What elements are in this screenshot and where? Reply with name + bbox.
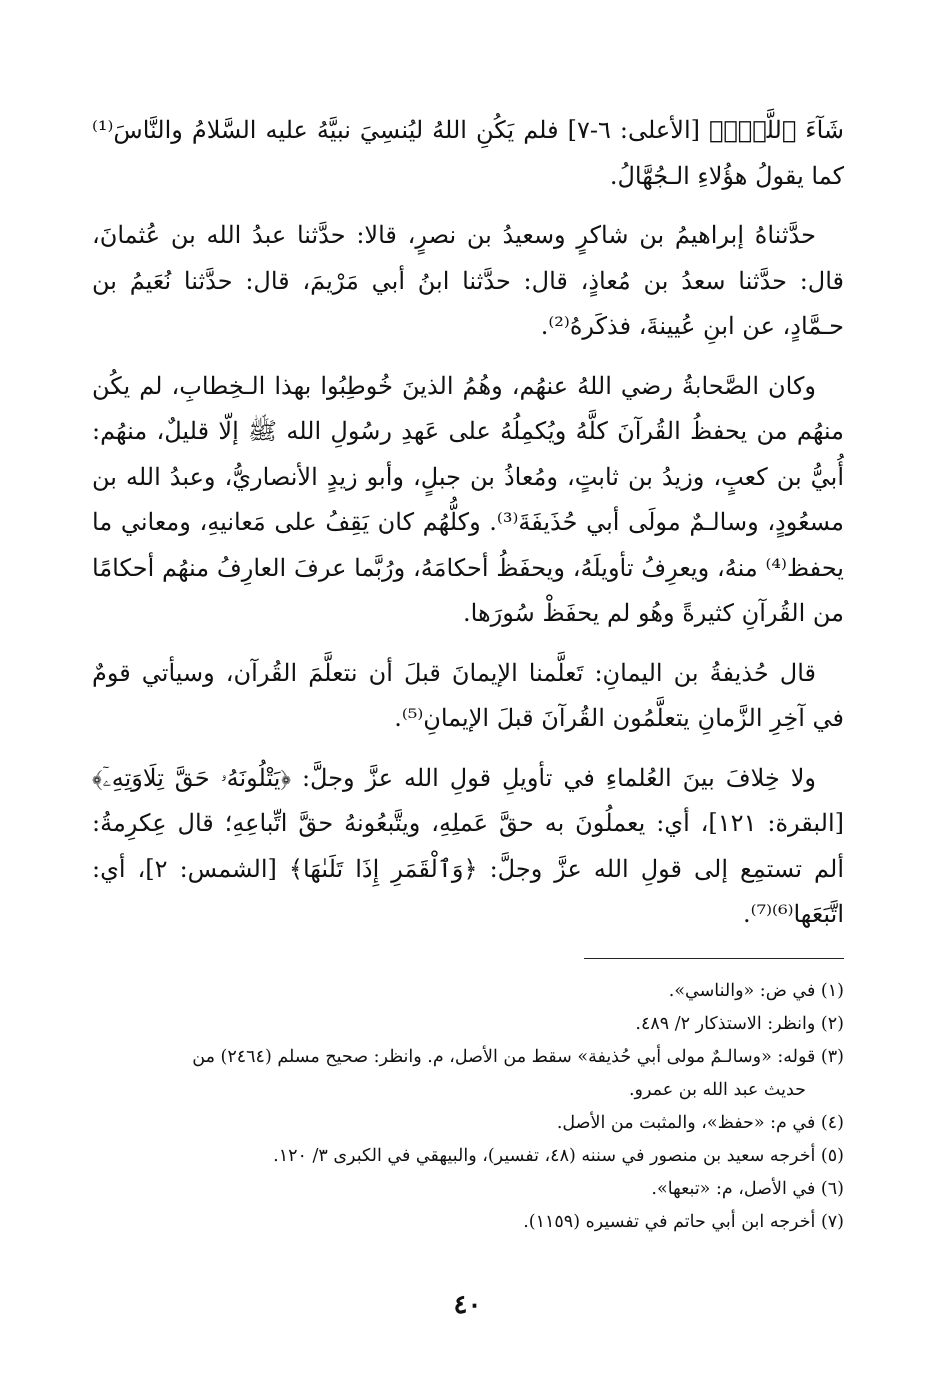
footnote-text: (٤) في م: «حفظ»، والمثبت من الأصل. (556, 1112, 844, 1133)
footnote-7 (92, 1206, 844, 1239)
footnote-3 (92, 1041, 844, 1107)
page-number: ٤٠ (453, 1290, 482, 1320)
footnote-4 (92, 1107, 844, 1140)
paragraph-3: وكان الصَّحابةُ رضي اللهُ عنهُم، وهُمُ الذينَ خُوطِبُوا بهذا الـخِطابِ، لم يكُن منهُم من يحفظُ القُرآنَ كلَّهُ ويُكمِلُهُ على عَهدِ رسُولِ الله ﷺ إلّا قليلٌ، منهُم: أُبيُّ بن كعبٍ، وزيدُ بن ثابتٍ، ومُعاذُ بن جبلٍ، وأبو زيدٍ الأنصاريُّ، وعبدُ الله بن مسعُودٍ، وسالـمٌ مولَى أبي حُذَيفَةَ⁽³⁾. وكلُّهُم كان يَقِفُ على مَعانيهِ، ومعاني ما يحفظ⁽⁴⁾ منهُ، ويعرِفُ تأويلَهُ، ويحفَظُ أحكامَهُ، ورُبَّما عرفَ العارِفُ منهُم أحكامًا من القُرآنِ كثيرةً وهُو لم يحفَظْ سُورَها. (92, 371, 845, 627)
footnote-6 (92, 1173, 844, 1206)
footnote-2 (92, 1008, 844, 1041)
footnote-text: (٧) أخرجه ابن أبي حاتم في تفسيره (١١٥٩). (523, 1211, 844, 1232)
footnote-1 (92, 975, 844, 1008)
footnote-continuation: حديث عبد الله بن عمرو. (628, 1079, 806, 1100)
paragraph-2: حدَّثناهُ إبراهيمُ بن شاكرٍ وسعيدُ بن نصرٍ، قالا: حدَّثنا عبدُ الله بن عُثمانَ، قال: حدَّثنا سعدُ بن مُعاذٍ، قال: حدَّثنا ابنُ أبي مَرْيمَ، قال: حدَّثنا نُعَيمُ بن حـمَّادٍ، عن ابنِ عُيينةَ، فذكَرهُ⁽²⁾. (92, 221, 844, 340)
footnote-text: (٦) في الأصل، م: «تبعها». (651, 1178, 844, 1199)
footnote-text: (١) في ض: «والناسي». (668, 980, 844, 1001)
footnotes (92, 975, 844, 1239)
body-text (92, 108, 844, 938)
footnote-separator (584, 958, 844, 959)
paragraph-1: شَآءَ ٱللَّهُۚ﴾ [الأعلى: ٦-٧] فلم يَكُنِ اللهُ ليُنسِيَ نبيَّهُ عليه السَّلامُ والنَّاسَ⁽¹⁾ كما يقولُ هؤُلاءِ الـجُهَّالُ. (92, 116, 844, 190)
footnote-text: (٥) أخرجه سعيد بن منصور في سننه (٤٨، تفسير)، والبيهقي في الكبرى ٣/ ١٢٠. (273, 1145, 844, 1166)
page-content (92, 108, 844, 1239)
paragraph-5: ولا خِلافَ بينَ العُلماءِ في تأويلِ قولِ الله عزَّ وجلَّ: ﴿يَتْلُونَهُۥ حَقَّ تِلَاوَتِهِۦٓ﴾ [البقرة: ١٢١]، أي: يعملُونَ به حقَّ عَملِهِ، ويتَّبعُونهُ حقَّ اتِّباعِهِ؛ قال عِكرِمةُ: ألم تستمِع إلى قولِ الله عزَّ وجلَّ: ﴿وَٱلْقَمَرِ إِذَا تَلَىٰهَا﴾ [الشمس: ٢]، أي: اتَّبَعَها⁽⁶⁾⁽⁷⁾. (92, 763, 844, 928)
footnote-text: (٣) قوله: «وسالـمٌ مولى أبي حُذيفة» سقط من الأصل، م. وانظر: صحيح مسلم (٢٤٦٤) من (192, 1046, 844, 1067)
paragraph-4: قال حُذيفةُ بن اليمانِ: تَعلَّمنا الإيمانَ قبلَ أن نتعلَّمَ القُرآن، وسيأتي قومٌ في آخِرِ الزَّمانِ يتعلَّمُون القُرآنَ قبلَ الإيمانِ⁽⁵⁾. (92, 658, 844, 732)
footnote-text: (٢) وانظر: الاستذكار ٢/ ٤٨٩. (635, 1013, 844, 1034)
footnote-5 (92, 1140, 844, 1173)
